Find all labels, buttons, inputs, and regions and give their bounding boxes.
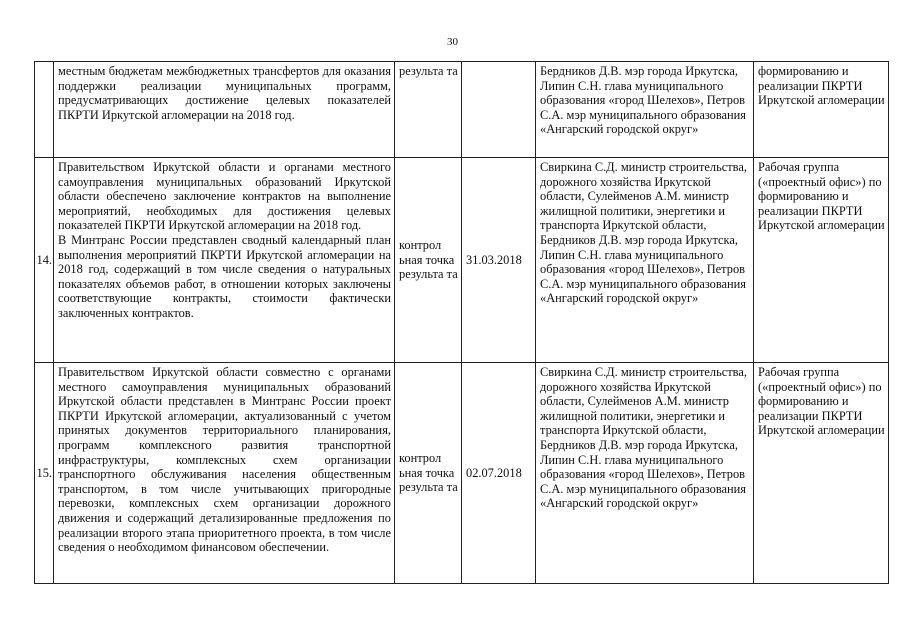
- responsible-persons: Свиркина С.Д. министр строительства, дорожного хозяйства Иркутской области, Сулейменов А.М. министр жилищной политики, энергетики и транспорта Иркутской области, Бердников Д.В. мэр города Иркутска, Липин С.Н. глава муниципального образования «город Шелехов», Петров С.А. мэр муниципального образования «Ангарский городской округ»: [536, 363, 754, 584]
- responsible-body: Рабочая группа («проектный офис») по формированию и реализации ПКРТИ Иркутской агломерации: [754, 158, 889, 363]
- activity-type: результа та: [395, 62, 462, 158]
- activity-paragraph: Правительством Иркутской области совместно с органами местного самоуправления муниципальных образований Иркутской области представлен в Минтранс России проект ПКРТИ Иркутской агломерации, актуализованный с учетом принятых документов территориального планирования, программ комплексного развития транспортной инфраструктуры, комплексных схем организации транспортного обслуживания населения общественным транспортом, в том числе учитывающих пригородные перевозки, комплексных схем организации дорожного движения и содержащий детализированные предложения по реализации второго этапа приоритетного проекта, в том числе сведения о необходимом финансовом обеспечении.: [58, 365, 391, 555]
- activity-date: 02.07.2018: [462, 363, 536, 584]
- row-number: [35, 62, 54, 158]
- row-number: 14.: [35, 158, 54, 363]
- activity-date: 31.03.2018: [462, 158, 536, 363]
- responsible-persons: Бердников Д.В. мэр города Иркутска, Липин С.Н. глава муниципального образования «город Шелехов», Петров С.А. мэр муниципального образования «Ангарский городской округ»: [536, 62, 754, 158]
- activity-paragraph: Правительством Иркутской области и органами местного самоуправления муниципальных образований Иркутской области обеспечено заключение контрактов на выполнение мероприятий, необходимых для достижения целевых показателей ПКРТИ Иркутской агломерации на 2018 год.: [58, 160, 391, 233]
- row-number: 15.: [35, 363, 54, 584]
- activity-type: контрол ьная точка результа та: [395, 158, 462, 363]
- activity-paragraph: местным бюджетам межбюджетных трансфертов для оказания поддержки реализации муниципальных программ, предусматривающих достижение целевых показателей ПКРТИ Иркутской агломерации на 2018 год.: [58, 64, 391, 122]
- activities-table: [34, 61, 889, 584]
- activity-text: [54, 158, 395, 363]
- table-row: [35, 363, 889, 584]
- activity-date: [462, 62, 536, 158]
- activity-type: контрол ьная точка результа та: [395, 363, 462, 584]
- responsible-persons: Свиркина С.Д. министр строительства, дорожного хозяйства Иркутской области, Сулейменов А.М. министр жилищной политики, энергетики и транспорта Иркутской области, Бердников Д.В. мэр города Иркутска, Липин С.Н. глава муниципального образования «город Шелехов», Петров С.А. мэр муниципального образования «Ангарский городской округ»: [536, 158, 754, 363]
- activity-text: [54, 62, 395, 158]
- responsible-body: формированию и реализации ПКРТИ Иркутской агломерации: [754, 62, 889, 158]
- responsible-body: Рабочая группа («проектный офис») по формированию и реализации ПКРТИ Иркутской агломерации: [754, 363, 889, 584]
- table-row: [35, 62, 889, 158]
- page-number: 30: [447, 36, 458, 48]
- activity-text: [54, 363, 395, 584]
- table-row: [35, 158, 889, 363]
- activity-paragraph: В Минтранс России представлен сводный календарный план выполнения мероприятий ПКРТИ Иркутской агломерации на 2018 год, содержащий в том числе сведения о натуральных показателях объемов работ, в отношении которых заключены соответствующие контракты, стоимости фактически заключенных контрактов.: [58, 232, 391, 320]
